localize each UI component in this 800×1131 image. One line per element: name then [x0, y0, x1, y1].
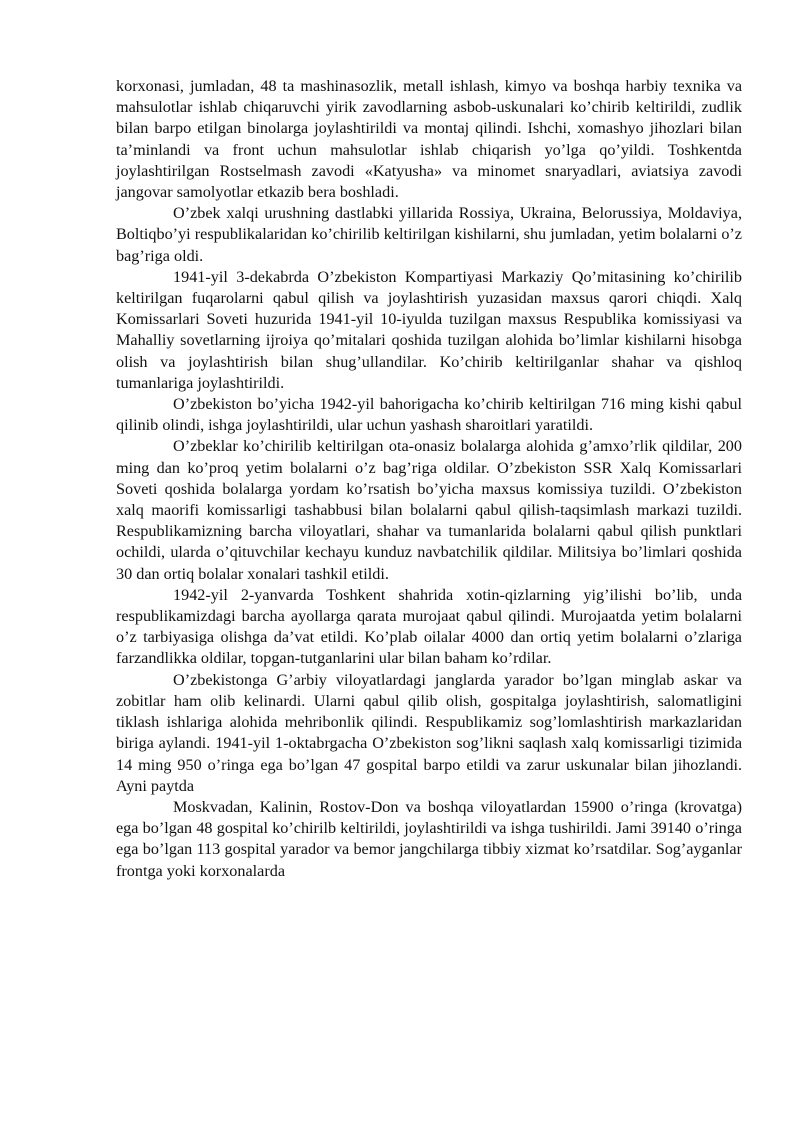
paragraph-3: 1941-yil 3-dekabrda O’zbekiston Kompartiyasi Markaziy Qo’mitasining ko’chirilib keltirilgan fuqarolarni qabul qilish va joylashtirish yuzasidan maxsus qarori chiqdi. Xalq Komissarlari Soveti huzurida 1941-yil 10-iyulda tuzilgan maxsus Respublika komissiyasi va Mahalliy sovetlarning ijroiya qo’mitalari qoshida tuzilgan alohida bo’limlar kishilarni hisobga olish va joylashtirish bilan shug’ullandilar. Ko’chirib keltirilganlar shahar va qishloq tumanlariga joylashtirildi. — [116, 267, 742, 392]
paragraph-6: 1942-yil 2-yanvarda Toshkent shahrida xotin-qizlarning yig’ilishi bo’lib, unda respublikamizdagi barcha ayollarga qarata murojaat qabul qilindi. Murojaatda yetim bolalarni o’z tarbiyasiga olishga da’vat etildi. Ko’plab oilalar 4000 dan ortiq yetim bolalarni o’zlariga farzandlikka oldilar, topgan-tutganlarini ular bilan baham ko’rdilar. — [116, 585, 742, 668]
paragraph-4: O’zbekiston bo’yicha 1942-yil bahorigacha ko’chirib keltirilgan 716 ming kishi qabul qilinib olindi, ishga joylashtirildi, ular uchun yashash sharoitlari yaratildi. — [116, 395, 742, 435]
paragraph-8: Moskvadan, Kalinin, Rostov-Don va boshqa viloyatlardan 15900 o’ringa (krovatga) ega bo’lgan 48 gospital ko’chirilb keltirildi, joylashtirildi va ishga tushirildi. Jami 39140 o’ringa ega bo’lgan 113 gospital yarador va bemor jangchilarga tibbiy xizmat ko’rsatdilar. Sog’ayganlar frontga yoki korxonalarda — [116, 797, 742, 880]
paragraph-7: O’zbekistonga G’arbiy viloyatlardagi janglarda yarador bo’lgan minglab askar va zobitlar ham olib kelinardi. Ularni qabul qilib olish, gospitalga joylashtirish, salomatligini tiklash ishlariga alohida mehribonlik qilindi. Respublikamiz sog’lomlashtirish markazlaridan biriga aylandi. 1941-yil 1-oktabrgacha O’zbekiston sog’likni saqlash xalq komissarligi tizimida 14 ming 950 o’ringa ega bo’lgan 47 gospital barpo etildi va zarur uskunalar bilan jihozlandi. Ayni paytda — [116, 670, 742, 795]
paragraph-5: O’zbeklar ko’chirilib keltirilgan ota-onasiz bolalarga alohida g’amxo’rlik qildilar, 200 ming dan ko’proq yetim bolalarni o’z bag’riga oldilar. O’zbekiston SSR Xalq Komissarlari Soveti qoshida bolalarga yordam ko’rsatish bo’yicha maxsus komissiya tuzildi. O’zbekiston xalq maorifi komissarligi tashabbusi bilan bolalarni qabul qilish-taqsimlash markazi tuzildi. Respublikamizning barcha viloyatlari, shahar va tumanlarida bolalarni qabul qilish punktlari ochildi, ularda o’qituvchilar kechayu kunduz navbatchilik qildilar. Militsiya bo’limlari qoshida 30 dan ortiq bolalar xonalari tashkil etildi. — [116, 437, 742, 583]
document-page — [116, 76, 742, 882]
paragraph-2: O’zbek xalqi urushning dastlabki yillarida Rossiya, Ukraina, Belorussiya, Moldaviya, Boltiqbo’yi respublikalaridan ko’chirilib keltirilgan kishilarni, shu jumladan, yetim bolalarni o’z bag’riga oldi. — [116, 204, 742, 265]
paragraph-1: korxonasi, jumladan, 48 ta mashinasozlik, metall ishlash, kimyo va boshqa harbiy texnika va mahsulotlar ishlab chiqaruvchi yirik zavodlarning asbob-uskunalari ko’chirib keltirildi, zudlik bilan barpo etilgan binolarga joylashtirildi va montaj qilindi. Ishchi, xomashyo jihozlari bilan ta’minlandi va front uchun mahsulotlar ishlab chiqarish yo’lga qo’yildi. Toshkentda joylashtirilgan Rostselmash zavodi «Katyusha» va minomet snaryadlari, aviatsiya zavodi jangovar samolyotlar etkazib bera boshladi. — [116, 77, 742, 202]
